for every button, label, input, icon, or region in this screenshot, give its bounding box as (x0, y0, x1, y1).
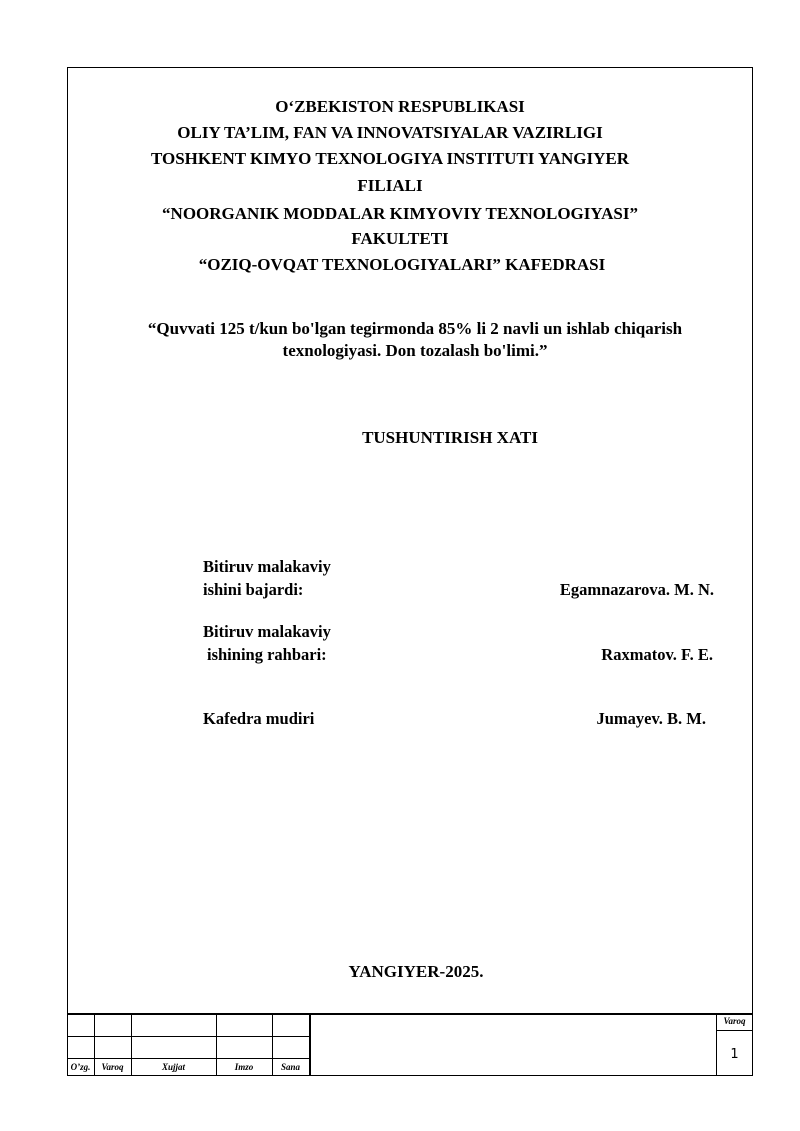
tb-sheet-label: Varoq (723, 1016, 746, 1026)
role-3-line-1: Kafedra mudiri (203, 709, 315, 728)
header-line-7: “OZIQ-OVQAT TEXNOLOGIYALARI” KAFEDRASI (198, 255, 606, 274)
role-2-line-1: Bitiruv malakaviy (203, 622, 331, 641)
topic-line-1: “Quvvati 125 t/kun bo'lgan tegirmonda 85% li 2 navli un ishlab chiqarish (147, 319, 683, 338)
header-line-5: “NOORGANIK MODDALAR KIMYOVIY TEXNOLOGIYASI” (162, 204, 638, 223)
header-line-2: OLIY TA’LIM, FAN VA INNOVATSIYALAR VAZIRLIGI (177, 123, 603, 142)
person-2-name: Raxmatov. F. E. (601, 645, 713, 664)
role-2-line-2: ishining rahbari: (207, 645, 327, 664)
header-line-4: FILIALI (357, 176, 423, 195)
header-line-6: FAKULTETI (351, 229, 449, 248)
person-1-name: Egamnazarova. M. N. (559, 580, 714, 599)
tb-sheet-number: 1 (730, 1047, 739, 1062)
document-type-title: TUSHUNTIRISH XATI (362, 428, 538, 447)
role-1-line-2: ishini bajardi: (203, 580, 304, 599)
role-1-line-1: Bitiruv malakaviy (203, 557, 331, 576)
tb-col-xujjat: Xujjat (161, 1062, 185, 1072)
tb-col-imzo: Imzo (234, 1062, 254, 1072)
topic-line-2: texnologiyasi. Don tozalash bo'limi.” (282, 341, 548, 360)
tb-col-sana: Sana (280, 1062, 300, 1072)
header-line-1: O‘ZBEKISTON RESPUBLIKASI (275, 97, 525, 116)
tb-col-ozg: O’zg. (70, 1062, 91, 1072)
header-line-3: TOSHKENT KIMYO TEXNOLOGIYA INSTITUTI YANGIYER (150, 149, 630, 168)
tb-col-varoq: Varoq (101, 1062, 124, 1072)
city-year: YANGIYER-2025. (348, 962, 484, 981)
person-3-name: Jumayev. B. M. (596, 709, 706, 728)
